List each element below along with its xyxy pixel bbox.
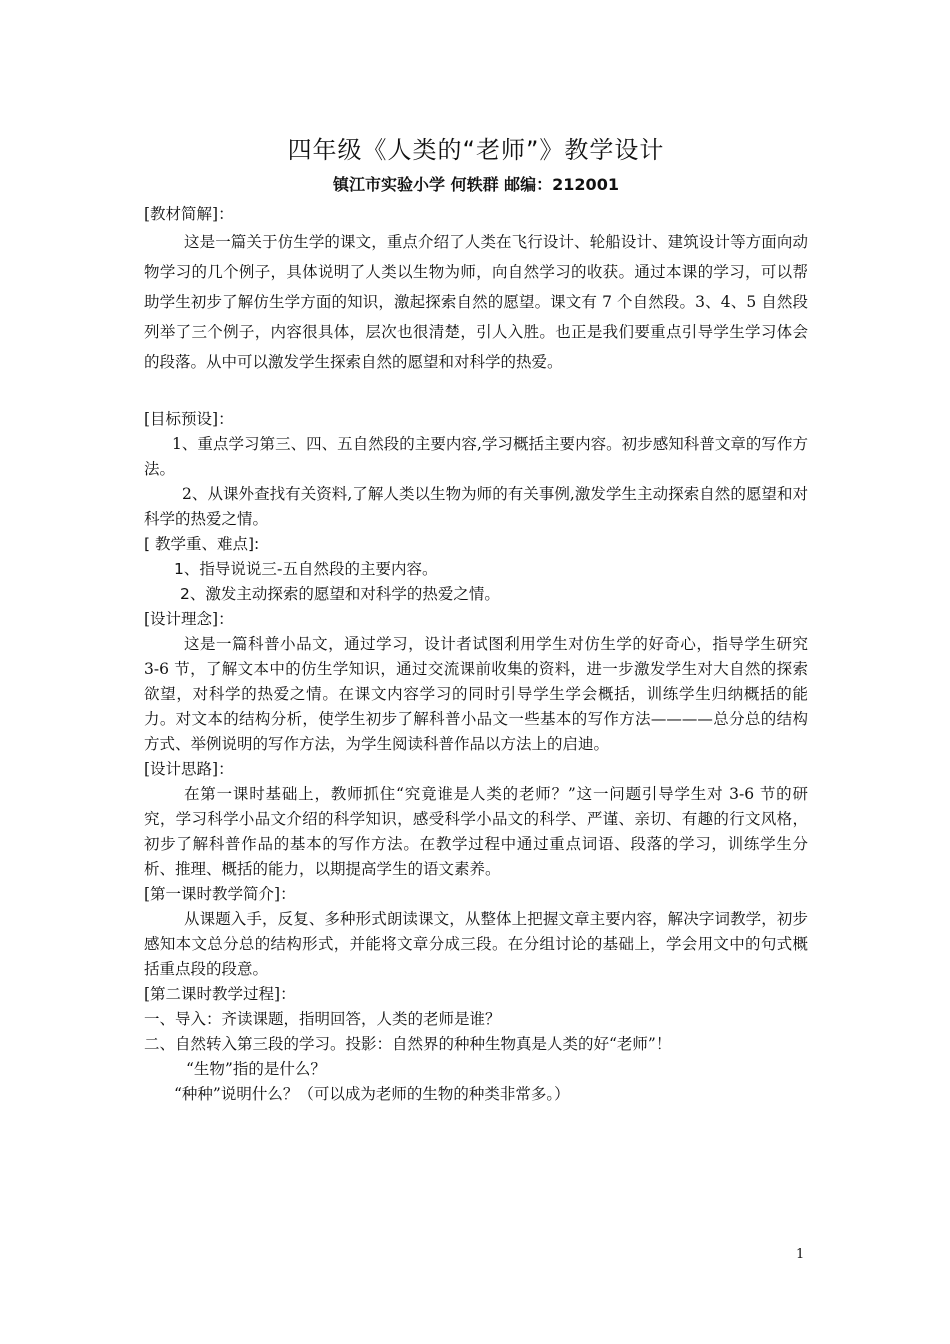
materials-paragraph: 这是一篇关于仿生学的课文，重点介绍了人类在飞行设计、轮船设计、建筑设计等方面向动物学习的几个例子，具体说明了人类以生物为师，向自然学习的收获。通过本课的学习，可以帮助学生初步了解仿生学方面的知识，激起探索自然的愿望。课文有 7 个自然段。3、4、5 自然段列举了三个例子，内容很具体，层次也很清楚，引人入胜。也正是我们要重点引导学生学习体会的段落。从中可以激发学生探索自然的愿望和对科学的热爱。: [144, 233, 808, 371]
step-item-1: 一、导入：齐读课题，指明回答，人类的老师是谁？: [144, 1010, 501, 1028]
lesson1-heading: [第一课时教学简介]：: [144, 885, 296, 903]
question-item-2: “种种”说明什么？（可以成为老师的生物的种类非常多。）: [174, 1085, 570, 1103]
keypoint-item-1: 1、指导说说三-五自然段的主要内容。: [174, 560, 438, 578]
blank-line: [144, 377, 808, 407]
goals-heading: [目标预设]：: [144, 410, 234, 428]
concept-paragraph: 这是一篇科普小品文，通过学习，设计者试图利用学生对仿生学的好奇心，指导学生研究 3-6 节，了解文本中的仿生学知识，通过交流课前收集的资料，进一步激发学生对大自然的探索欲望，对科学的热爱之情。在课文内容学习的同时引导学生学会概括，训练学生归纳概括的能力。对文本的结构分析，使学生初步了解科普小品文一些基本的写作方法————总分总的结构方式、举例说明的写作方法，为学生阅读科普作品以方法上的启迪。: [144, 635, 808, 753]
step-item-2: 二、自然转入第三段的学习。投影：自然界的种种生物真是人类的好“老师”！: [144, 1035, 672, 1053]
author-line: 镇江市实验小学 何轶群 邮编：212001: [333, 175, 619, 194]
goal-item-1: 1、重点学习第三、四、五自然段的主要内容,学习概括主要内容。初步感知科普文章的写作方法。: [144, 435, 808, 478]
question-item-1: “生物”指的是什么？: [186, 1060, 326, 1078]
materials-heading: [教材简解]：: [144, 205, 234, 223]
keypoints-heading: [ 教学重、难点]:: [144, 535, 260, 553]
goal-item-2: 2、从课外查找有关资料,了解人类以生物为师的有关事例,激发学生主动探索自然的愿望和对科学的热爱之情。: [144, 485, 808, 528]
keypoint-item-2: 2、激发主动探索的愿望和对科学的热爱之情。: [180, 585, 500, 603]
document-title: 四年级《人类的“老师”》教学设计: [287, 136, 665, 164]
thinking-heading: [设计思路]：: [144, 760, 234, 778]
lesson2-heading: [第二课时教学过程]：: [144, 985, 296, 1003]
document-body: [144, 130, 808, 1107]
thinking-paragraph: 在第一课时基础上，教师抓住“究竟谁是人类的老师？”这一问题引导学生对 3-6 节的研究，学习科学小品文介绍的科学知识，感受科学小品文的科学、严谨、亲切、有趣的行文风格，初步了解科普作品的基本的写作方法。在教学过程中通过重点词语、段落的学习，训练学生分析、推理、概括的能力，以期提高学生的语文素养。: [144, 785, 808, 878]
lesson1-paragraph: 从课题入手，反复、多种形式朗读课文，从整体上把握文章主要内容，解决字词教学，初步感知本文总分总的结构形式，并能将文章分成三段。在分组讨论的基础上，学会用文中的句式概括重点段的段意。: [144, 910, 808, 978]
page-number: 1: [796, 1247, 805, 1262]
concept-heading: [设计理念]：: [144, 610, 234, 628]
